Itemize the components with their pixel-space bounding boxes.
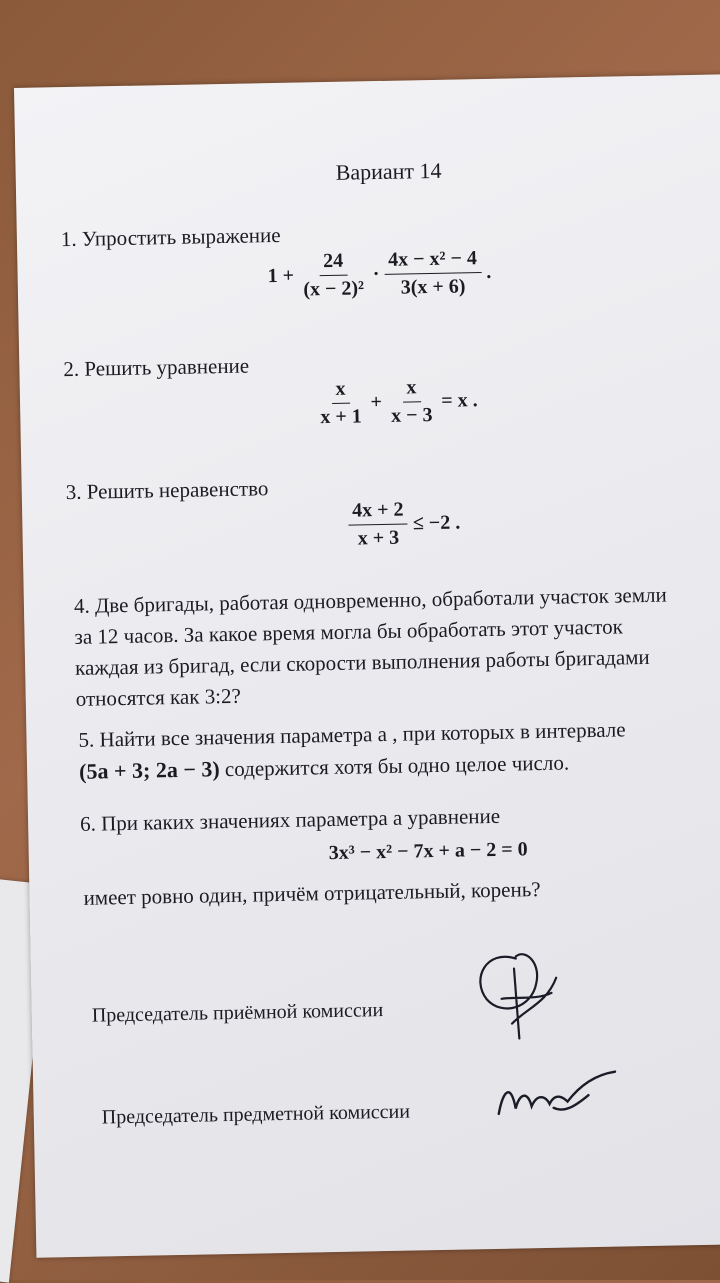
task3-heading: 3. Решить неравенство [65,476,269,505]
subject-signature [493,1066,624,1128]
task1-expression [267,247,492,302]
task1-dot: · [372,263,380,286]
task5-line1: 5. Найти все значения параметра a , при которых в интервале [78,717,626,752]
admission-chair-label: Председатель приёмной комиссии [91,999,384,1027]
task2-rhs: = x . [441,389,478,412]
task3-inequality [348,498,461,551]
task6-heading: 6. При каких значениях параметра a уравнение [79,803,501,836]
task1-end: . [486,260,492,283]
task1-lead: 1 + [267,264,295,288]
task1-f1-denominator: (x − 2)² [303,277,365,301]
task1-heading: 1. Упростить выражение [60,222,281,252]
task5-text [78,713,719,788]
task2-f1-numerator: x [331,378,349,404]
task1-f1-numerator: 24 [319,250,347,277]
task2-fraction-2 [386,376,436,428]
task1-f2-denominator: 3(x + 6) [400,275,466,299]
admission-signature [455,937,597,1050]
task4-text: 4. Две бригады, работая одновременно, обработали участок земли за 12 часов. За какое время могла бы обработать этот участок каждая из бригад, если скорости выполнения работы бригадами относятся как 3:2? [73,582,667,711]
task6-line2: имеет ровно один, причём отрицательный, корень? [83,877,541,910]
task2-f1-denominator: x + 1 [320,405,362,429]
task6-equation: 3x³ − x² − 7x + a − 2 = 0 [328,838,528,865]
task2-plus: + [370,390,383,414]
task1-f2-numerator: 4x − x² − 4 [384,247,481,275]
task3-denominator: x + 3 [357,526,400,550]
task2-heading: 2. Решить уравнение [63,353,250,382]
task5-line2: содержится хотя бы одно целое число. [219,750,570,782]
task1-fraction-1 [299,249,369,301]
task2-equation [316,375,479,429]
task1-fraction-2 [384,247,482,300]
task2-fraction-1 [316,377,366,429]
task2-f2-numerator: x [402,376,420,402]
page-title: Вариант 14 [335,157,442,185]
task3-numerator: 4x + 2 [348,499,408,526]
exam-sheet [14,74,720,1258]
task5-interval: (5a + 3; 2a − 3) [78,756,220,784]
task3-rhs: ≤ −2 . [412,511,461,535]
task2-f2-denominator: x − 3 [390,404,433,427]
task3-fraction [348,499,408,551]
subject-chair-label: Председатель предметной комиссии [101,1100,411,1129]
